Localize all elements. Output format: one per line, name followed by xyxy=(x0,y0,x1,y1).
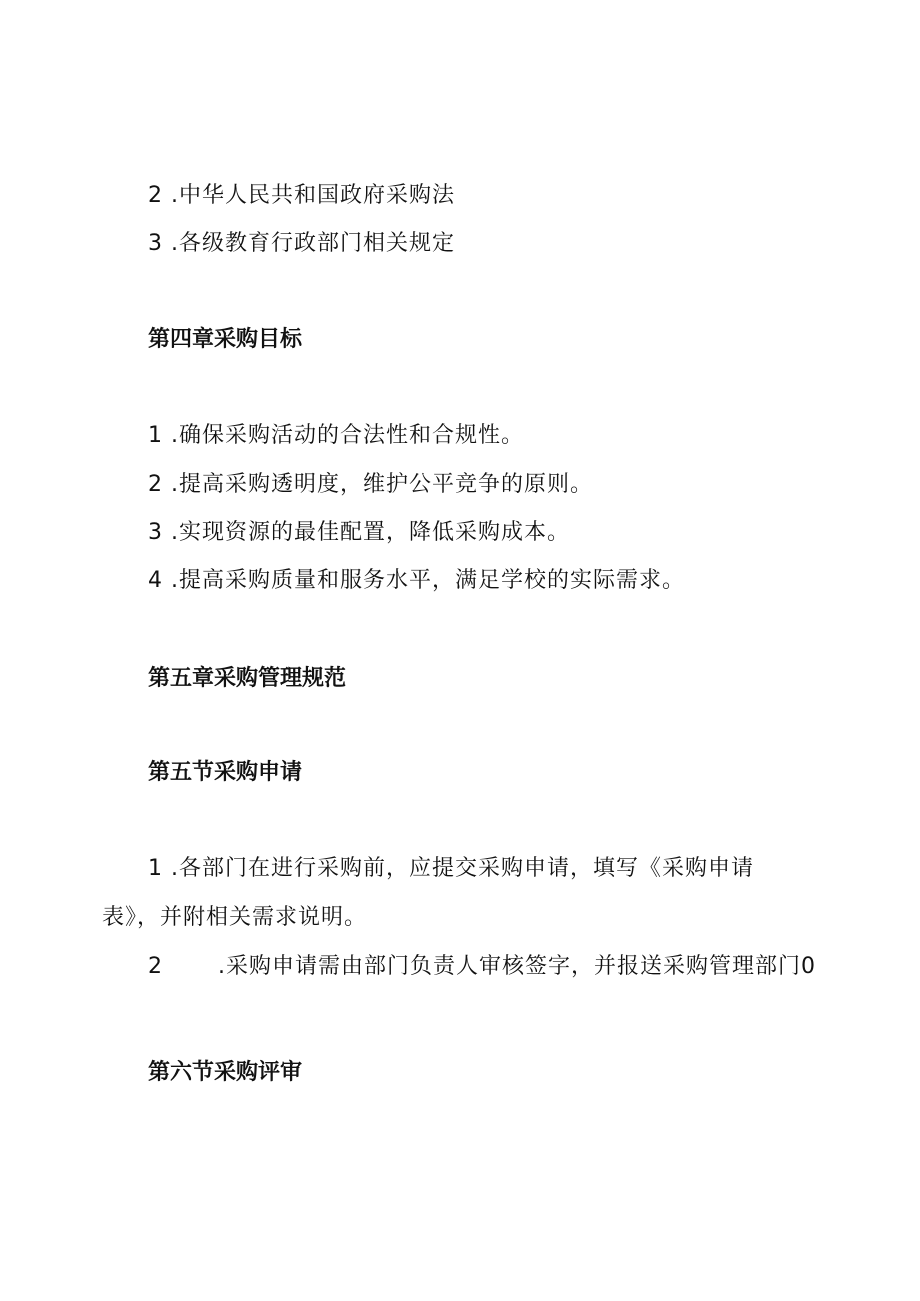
list-text: .各级教育行政部门相关规定 xyxy=(171,231,455,256)
section-5-item-1-continuation: 表》，并附相关需求说明。 xyxy=(102,905,368,930)
list-number: 4 xyxy=(148,568,163,593)
list-number: 1 xyxy=(148,423,163,448)
chapter-4-title: 第四章采购目标 xyxy=(148,327,303,352)
legal-basis-item-3 xyxy=(148,229,455,259)
legal-basis-item-2 xyxy=(148,181,455,211)
list-text: .实现资源的最佳配置，降低采购成本。 xyxy=(171,520,570,545)
list-text: .确保采购活动的合法性和合规性。 xyxy=(171,423,524,448)
list-number: 1 xyxy=(148,856,163,881)
list-text: .各部门在进行采购前，应提交采购申请，填写《采购申请 xyxy=(171,856,754,881)
section-5-item-1 xyxy=(148,854,754,884)
chapter-4-item-1 xyxy=(148,421,524,451)
chapter-4-item-2 xyxy=(148,470,593,500)
list-number: 3 xyxy=(148,231,163,256)
chapter-4-item-3 xyxy=(148,518,570,548)
section-5-item-2 xyxy=(148,952,816,982)
list-text: .中华人民共和国政府采购法 xyxy=(171,183,455,208)
list-number: 2 xyxy=(148,183,163,208)
chapter-4-item-4 xyxy=(148,566,685,596)
list-number: 3 xyxy=(148,520,163,545)
section-6-title: 第六节采购评审 xyxy=(148,1060,303,1085)
list-text: .采购申请需由部门负责人审核签字，并报送采购管理部门0 xyxy=(218,954,816,979)
list-text: .提高采购透明度，维护公平竞争的原则。 xyxy=(171,472,593,497)
section-5-title: 第五节采购申请 xyxy=(148,760,303,785)
list-number: 2 xyxy=(148,472,163,497)
list-number: 2 xyxy=(148,954,163,979)
list-text: .提高采购质量和服务水平，满足学校的实际需求。 xyxy=(171,568,685,593)
chapter-5-title: 第五章采购管理规范 xyxy=(148,666,347,691)
